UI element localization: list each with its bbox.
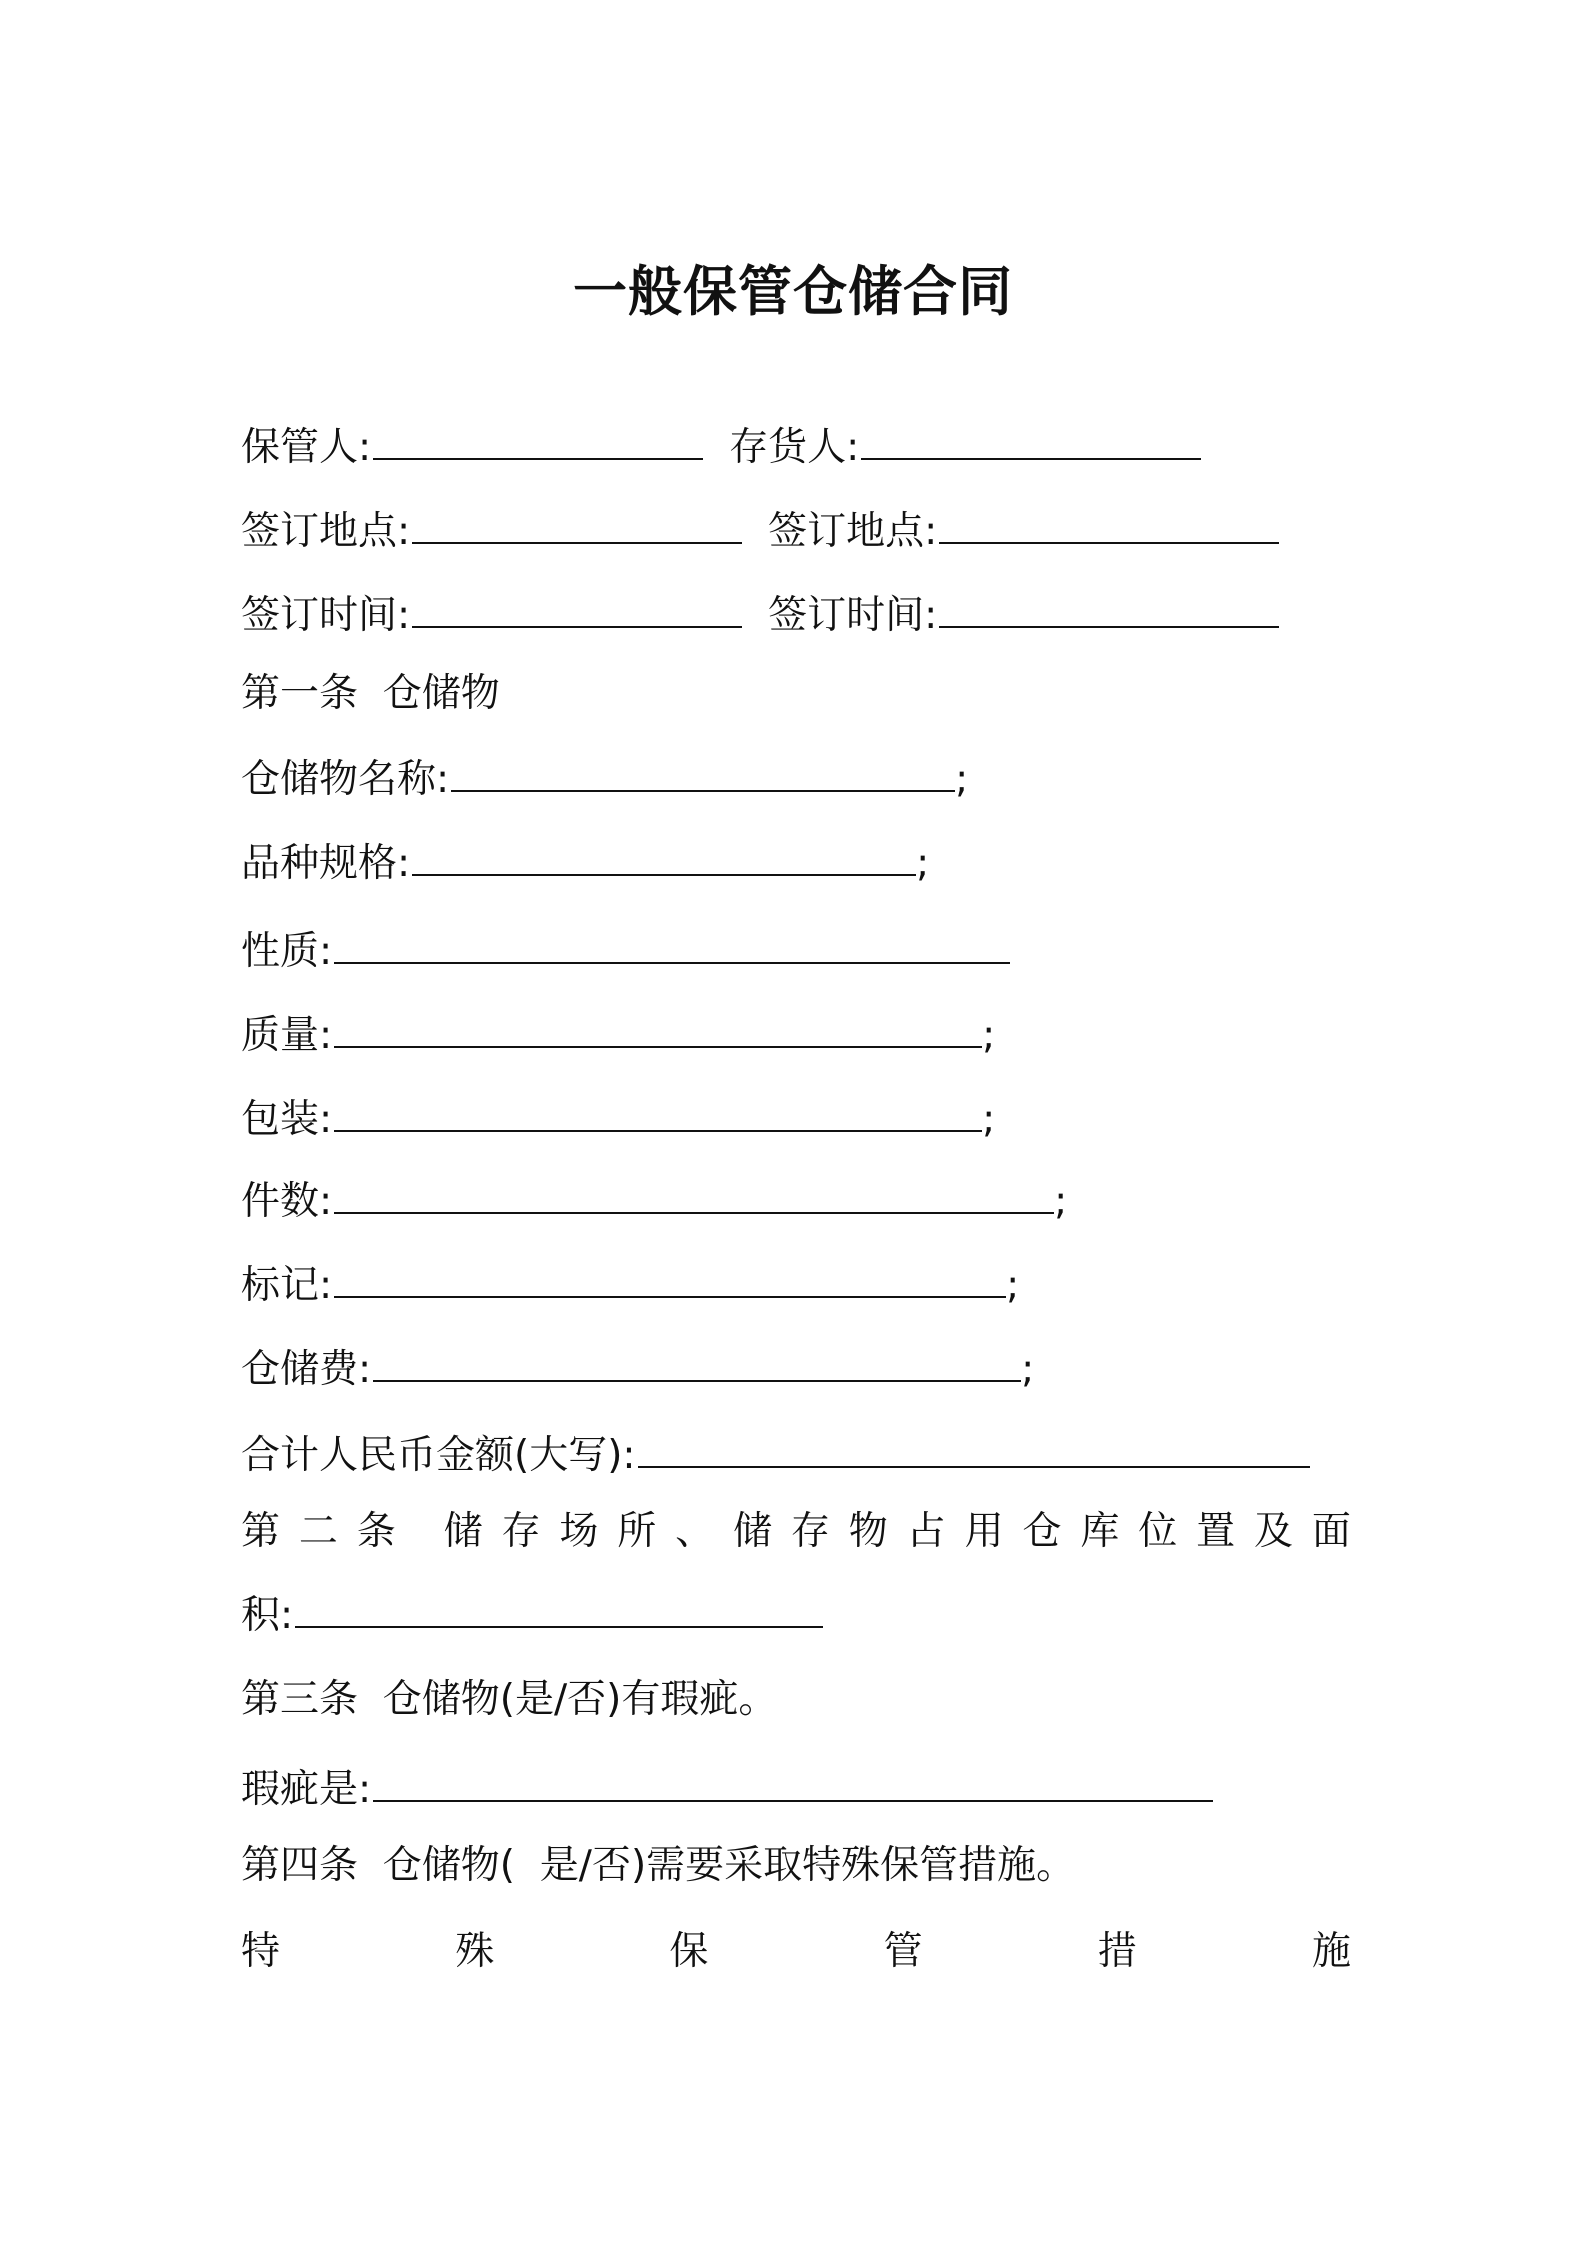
sign-time-blank-1[interactable]	[412, 625, 742, 628]
semicolon: ;	[1021, 1347, 1035, 1392]
packaging-label: 包装:	[241, 1097, 333, 1142]
total-row	[241, 1426, 1310, 1486]
sign-time-blank-2[interactable]	[939, 625, 1279, 628]
article2-char: 条	[356, 1509, 396, 1554]
article2-char: 存	[790, 1509, 830, 1554]
sign-place-blank-2[interactable]	[939, 541, 1279, 544]
measure-char: 特	[241, 1929, 281, 1974]
area-row	[241, 1586, 823, 1646]
spec-blank[interactable]	[412, 873, 916, 876]
article2-char: 场	[559, 1509, 599, 1554]
semicolon: ;	[1054, 1179, 1068, 1224]
total-label: 合计人民币金额(大写):	[241, 1433, 636, 1478]
defect-blank[interactable]	[373, 1799, 1213, 1802]
article1-heading: 第一条 仓储物	[241, 671, 500, 716]
quality-row	[241, 1006, 995, 1066]
article2-char: 、	[675, 1509, 715, 1554]
keeper-label: 保管人:	[241, 425, 372, 470]
mark-label: 标记:	[241, 1263, 333, 1308]
spec-row	[241, 834, 929, 894]
depositor-blank[interactable]	[861, 457, 1201, 460]
semicolon: ;	[1006, 1263, 1020, 1308]
special-measures-line	[241, 1922, 1351, 1982]
article2-char: 面	[1311, 1509, 1351, 1554]
sign-time-label-1: 签订时间:	[241, 593, 411, 638]
nature-label: 性质:	[241, 929, 333, 974]
article2-char: 仓	[1022, 1509, 1062, 1554]
article2-char: 物	[848, 1509, 888, 1554]
packaging-blank[interactable]	[334, 1129, 982, 1132]
article2-char: 储	[443, 1509, 483, 1554]
article2-char: 占	[906, 1509, 946, 1554]
measure-char: 措	[1097, 1929, 1137, 1974]
sign-place-row	[241, 502, 1279, 562]
article4-heading: 第四条 仓储物( 是/否)需要采取特殊保管措施。	[241, 1843, 1076, 1888]
sign-place-label-1: 签订地点:	[241, 509, 411, 554]
item-name-blank[interactable]	[451, 789, 955, 792]
article2-char: 储	[733, 1509, 773, 1554]
measure-char: 施	[1311, 1929, 1351, 1974]
count-label: 件数:	[241, 1179, 333, 1224]
semicolon: ;	[982, 1097, 996, 1142]
item-name-row	[241, 750, 968, 810]
fee-blank[interactable]	[373, 1379, 1021, 1382]
item-name-label: 仓储物名称:	[241, 757, 450, 802]
fee-row	[241, 1340, 1034, 1400]
article2-char: 第	[241, 1509, 281, 1554]
article3-heading: 第三条 仓储物(是/否)有瑕疵。	[241, 1677, 778, 1722]
nature-blank[interactable]	[334, 961, 1010, 964]
article2-heading	[241, 1502, 1351, 1562]
sign-time-row	[241, 586, 1279, 646]
article2-char: 所	[617, 1509, 657, 1554]
semicolon: ;	[982, 1013, 996, 1058]
packaging-row	[241, 1090, 995, 1150]
measure-char: 管	[883, 1929, 923, 1974]
fee-label: 仓储费:	[241, 1347, 372, 1392]
contract-title: 一般保管仓储合同	[573, 260, 1013, 323]
party-row	[241, 418, 1201, 478]
article2-char: 置	[1196, 1509, 1236, 1554]
quality-label: 质量:	[241, 1013, 333, 1058]
measure-char: 殊	[455, 1929, 495, 1974]
defect-label: 瑕疵是:	[241, 1767, 372, 1812]
sign-place-blank-1[interactable]	[412, 541, 742, 544]
article2-char: 位	[1138, 1509, 1178, 1554]
sign-place-label-2: 签订地点:	[768, 509, 938, 554]
mark-row	[241, 1256, 1019, 1316]
article2-char	[415, 1502, 425, 1562]
semicolon: ;	[916, 841, 930, 886]
measure-char: 保	[669, 1929, 709, 1974]
count-row	[241, 1172, 1067, 1232]
nature-row	[241, 922, 1010, 982]
semicolon: ;	[955, 757, 969, 802]
article2-char: 库	[1080, 1509, 1120, 1554]
article2-char: 及	[1254, 1509, 1294, 1554]
spec-label: 品种规格:	[241, 841, 411, 886]
sign-time-label-2: 签订时间:	[768, 593, 938, 638]
total-blank[interactable]	[638, 1465, 1310, 1468]
keeper-blank[interactable]	[373, 457, 703, 460]
count-blank[interactable]	[334, 1211, 1054, 1214]
article2-char: 用	[964, 1509, 1004, 1554]
depositor-label: 存货人:	[729, 425, 860, 470]
defect-row	[241, 1760, 1213, 1820]
article2-char: 二	[298, 1509, 338, 1554]
area-blank[interactable]	[295, 1625, 823, 1628]
article2-char: 存	[501, 1509, 541, 1554]
area-label: 积:	[241, 1593, 294, 1638]
mark-blank[interactable]	[334, 1295, 1006, 1298]
quality-blank[interactable]	[334, 1045, 982, 1048]
